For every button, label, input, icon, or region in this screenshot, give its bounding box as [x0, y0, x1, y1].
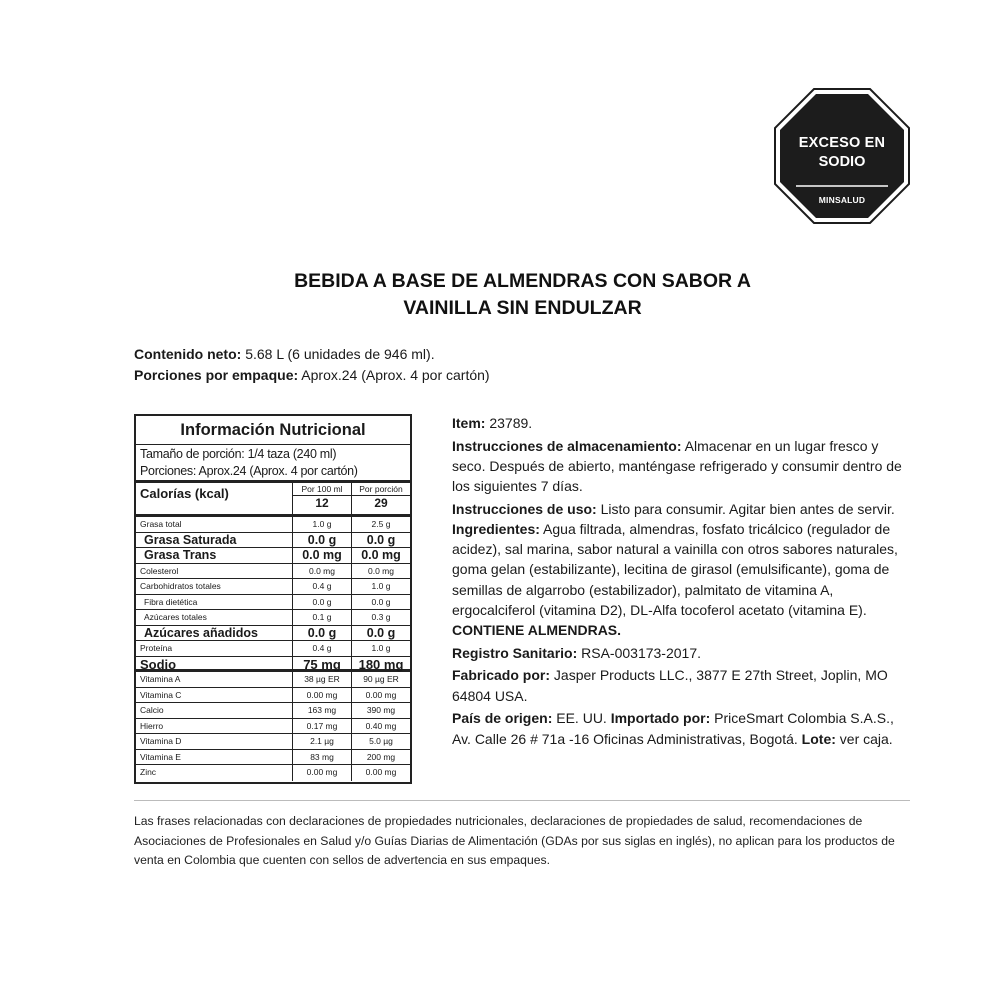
calories-label: Calorías (kcal) — [140, 486, 229, 501]
nutrient-value-serving: 0.0 mg — [351, 548, 410, 563]
nutrient-label: Vitamina A — [140, 674, 181, 684]
nutrient-label: Grasa total — [140, 519, 182, 529]
nutrient-label: Vitamina D — [140, 736, 182, 746]
nutrient-value-serving: 0.3 g — [351, 610, 410, 625]
nutrient-value-serving: 200 mg — [351, 750, 410, 765]
seal-line-1: EXCESO EN — [798, 135, 886, 151]
footer-disclaimer: Las frases relacionadas con declaraciones de propiedades nutricionales, declaraciones de propiedades de salud, recomendaciones de Asociaciones de Profesionales en Salud y/o Guías Diarias de Alimentación (GDAs por sus siglas en inglés), no aplican para los productos de venta en Colombia que cuenten con sellos de advertencia en sus empaques. — [134, 814, 895, 867]
allergen-warning: CONTIENE ALMENDRAS. — [452, 622, 622, 639]
servings-label: Porciones por empaque: — [134, 367, 299, 383]
net-content — [134, 344, 490, 386]
ingredients-value: Agua filtrada, almendras, fosfato tricálcico (regulador de acidez), sal marina, sabor natural a vainilla con otros sabores naturales, goma gelan (estabilizante), lecitina de girasol (emulsificante), goma de semillas de algarrobo (estabilizador), palmitato de vitamina A, ergocalciferol (vitamina D2), DL-Alfa tocoferol acetato (vitamina E). — [452, 521, 898, 618]
ingredients-label: Ingredientes: — [452, 521, 540, 538]
nutrient-label: Sodio — [140, 656, 177, 669]
nutrient-value-serving: 0.00 mg — [351, 765, 410, 781]
nutrition-header: Información Nutricional — [136, 416, 410, 445]
nutrient-value-100ml: 0.4 g — [292, 579, 351, 594]
product-title — [200, 268, 845, 322]
nutrient-value-serving: 0.0 g — [351, 533, 410, 548]
net-content-value: 5.68 L (6 unidades de 946 ml). — [245, 346, 435, 362]
storage-value: Almacenar en un lugar fresco y seco. Después de abierto, manténgase refrigerado y consumir dentro de los siguientes 7 días. — [452, 437, 902, 495]
nutrient-value-100ml: 1.0 g — [292, 517, 351, 532]
calories-value-serving: 29 — [374, 496, 388, 510]
nutrient-value-serving: 1.0 g — [351, 579, 410, 594]
nutrient-label: Carbohidratos totales — [140, 581, 221, 591]
maker-label: Fabricado por: — [452, 667, 551, 684]
nutrient-row — [136, 548, 410, 564]
product-title-line-2: VAINILLA SIN ENDULZAR — [403, 297, 642, 319]
nutrient-rows — [136, 517, 410, 781]
nutrient-value-serving: 0.0 mg — [351, 564, 410, 579]
nutrient-label: Calcio — [140, 705, 164, 715]
storage-line — [452, 436, 912, 497]
nutrient-row — [136, 517, 410, 533]
item-value: 23789. — [489, 415, 533, 431]
nutrient-value-serving: 180 mg — [351, 657, 410, 670]
calories-col-serving — [351, 483, 410, 514]
nutrient-value-serving: 0.00 mg — [351, 688, 410, 703]
seal-authority: MINSALUD — [818, 195, 866, 205]
nutrient-value-serving: 1.0 g — [351, 641, 410, 656]
nutrient-row — [136, 641, 410, 657]
nutrient-value-serving: 5.0 µg — [351, 734, 410, 749]
nutrition-facts-panel — [134, 414, 412, 784]
registry-line — [452, 643, 912, 663]
nutrient-value-serving: 0.0 g — [351, 595, 410, 610]
nutrient-row — [136, 672, 410, 688]
registry-value: RSA-003173-2017. — [581, 644, 702, 661]
seal-line-2: SODIO — [818, 154, 866, 170]
nutrient-value-100ml: 38 µg ER — [292, 672, 351, 687]
lot-label: Lote: — [801, 730, 836, 747]
nutrient-value-100ml: 75 mg — [292, 657, 351, 670]
nutrient-value-serving: 90 µg ER — [351, 672, 410, 687]
nutrient-value-serving: 0.40 mg — [351, 719, 410, 734]
nutrient-value-100ml: 0.00 mg — [292, 765, 351, 781]
product-title-line-1: BEBIDA A BASE DE ALMENDRAS CON SABOR A — [294, 270, 751, 292]
item-line — [452, 413, 912, 433]
importer-value: PriceSmart Colombia S.A.S., Av. Calle 26 # 71a -16 Oficinas Administrativas, Bogotá. — [452, 710, 894, 747]
registry-label: Registro Sanitario: — [452, 644, 578, 661]
nutrient-value-100ml: 0.0 g — [292, 533, 351, 548]
nutrient-label: Azúcares totales — [144, 612, 207, 622]
nutrient-value-100ml: 83 mg — [292, 750, 351, 765]
nutrient-label: Vitamina C — [140, 689, 182, 700]
nutrient-row — [136, 564, 410, 580]
nutrient-label: Grasa Saturada — [144, 532, 237, 547]
calories-col-100ml — [292, 483, 351, 514]
importer-label: Importado por: — [610, 710, 711, 727]
serving-info — [136, 445, 410, 483]
nutrient-value-100ml: 0.0 mg — [292, 548, 351, 563]
maker-value: Jasper Products LLC., 3877 E 27th Street, Joplin, MO 64804 USA. — [452, 667, 888, 704]
nutrient-label: Colesterol — [140, 565, 179, 576]
warning-seal — [774, 88, 910, 224]
col-header-serving: Por porción — [352, 483, 410, 496]
nutrient-row — [136, 703, 410, 719]
nutrient-value-serving: 390 mg — [351, 703, 410, 718]
use-line — [452, 499, 912, 640]
lot-value: ver caja. — [839, 730, 893, 747]
nutrient-value-100ml: 2.1 µg — [292, 734, 351, 749]
footer-divider — [134, 800, 910, 801]
nutrient-label: Hierro — [140, 720, 164, 731]
nutrient-value-100ml: 0.00 mg — [292, 688, 351, 703]
nutrient-row — [136, 533, 410, 549]
nutrient-row — [136, 750, 410, 766]
use-label: Instrucciones de uso: — [452, 500, 597, 517]
product-info — [452, 413, 912, 751]
nutrient-value-100ml: 0.0 g — [292, 595, 351, 610]
nutrient-row — [136, 765, 410, 781]
serving-size: Tamaño de porción: 1/4 taza (240 ml) — [140, 447, 337, 461]
nutrient-label: Azúcares añadidos — [144, 625, 258, 640]
nutrient-row — [136, 719, 410, 735]
nutrient-row — [136, 626, 410, 642]
use-value: Listo para consumir. Agitar bien antes de servir. — [600, 500, 895, 517]
calories-row — [136, 483, 410, 517]
storage-label: Instrucciones de almacenamiento: — [452, 437, 682, 454]
nutrient-label: Vitamina E — [140, 751, 181, 762]
nutrient-row — [136, 610, 410, 626]
nutrient-value-100ml: 163 mg — [292, 703, 351, 718]
nutrient-row — [136, 734, 410, 750]
nutrient-label: Zinc — [140, 767, 157, 777]
origin-line — [452, 708, 912, 748]
nutrient-value-100ml: 0.0 g — [292, 626, 351, 641]
nutrient-value-100ml: 0.0 mg — [292, 564, 351, 579]
maker-line — [452, 665, 912, 705]
nutrient-value-100ml: 0.17 mg — [292, 719, 351, 734]
nutrient-value-serving: 0.0 g — [351, 626, 410, 641]
nutrient-value-100ml: 0.1 g — [292, 610, 351, 625]
nutrient-label: Proteína — [140, 643, 173, 653]
nutrient-row — [136, 579, 410, 595]
nutrient-label: Grasa Trans — [144, 548, 217, 562]
servings-per-container: Porciones: Aprox.24 (Aprox. 4 por cartón) — [140, 464, 358, 478]
col-header-100ml: Por 100 ml — [293, 483, 351, 496]
item-label: Item: — [452, 415, 486, 431]
origin-label: País de origen: — [452, 710, 553, 727]
nutrient-label: Fibra dietética — [144, 596, 198, 607]
net-content-label: Contenido neto: — [134, 346, 242, 362]
nutrient-row — [136, 688, 410, 704]
servings-line — [134, 365, 490, 386]
net-content-line — [134, 344, 490, 365]
nutrient-value-serving: 2.5 g — [351, 517, 410, 532]
nutrient-row — [136, 595, 410, 611]
servings-value: Aprox.24 (Aprox. 4 por cartón) — [301, 367, 490, 383]
nutrient-row — [136, 657, 410, 673]
nutrient-value-100ml: 0.4 g — [292, 641, 351, 656]
calories-value-100ml: 12 — [315, 496, 329, 510]
origin-value: EE. UU. — [556, 710, 607, 727]
